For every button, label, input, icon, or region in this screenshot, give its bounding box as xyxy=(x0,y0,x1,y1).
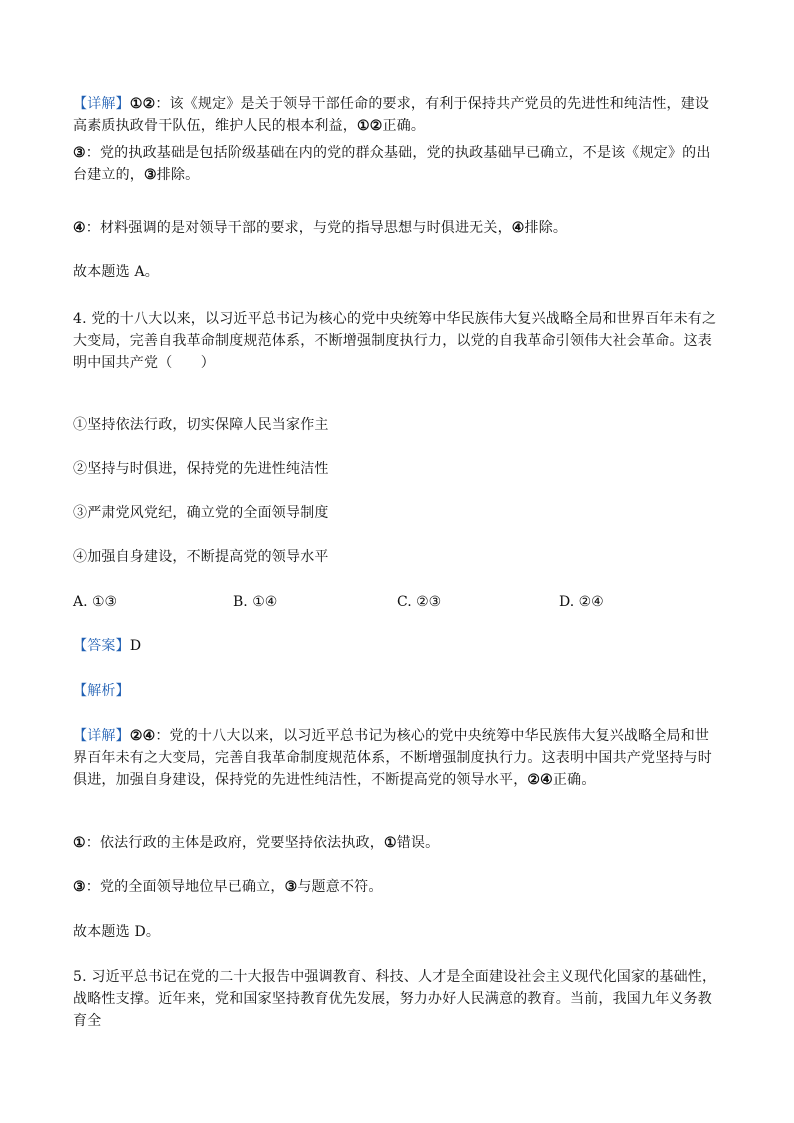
paragraph-text: ：党的执政基础是包括阶级基础在内的党的群众基础，党的执政基础早已确立，不是该《规定》的出台建立的， xyxy=(73,145,711,183)
q4-conclusion: 故本题选 D。 xyxy=(73,924,161,940)
option-ref: ① xyxy=(73,835,86,851)
detail-tag: 【详解】 xyxy=(73,96,130,112)
q5-stem: 5. 习近平总书记在党的二十大报告中强调教育、科技、人才是全面建设社会主义现代化国家的基础性，战略性支撑。近年来，党和国家坚持教育优先发展，努力办好人民满意的教育。当前，我国九年义务教育全 xyxy=(73,969,717,1029)
q4-options xyxy=(73,591,723,613)
analysis-tag: 【解析】 xyxy=(73,683,130,699)
paragraph-text: ：党的十八大以来，以习近平总书记为核心的党中央统筹中华民族伟大复兴战略全局和世界百年未有之大变局，完善自我革命制度规范体系，不断增强制度执行力。这表明中国共产党坚持与时俱进，加强自身建设，保持党的先进性纯洁性，不断提高党的领导水平， xyxy=(73,728,712,788)
option-ref: ③ xyxy=(73,145,86,161)
q4-item-3: ③严肃党风党纪，确立党的全面领导制度 xyxy=(73,505,329,521)
option-ref: ③ xyxy=(144,167,157,183)
option-ref: ①② xyxy=(357,118,383,134)
q4-item-2: ②坚持与时俱进，保持党的先进性纯洁性 xyxy=(73,461,329,477)
option-ref: ③ xyxy=(73,879,86,895)
detail-tag: 【详解】 xyxy=(73,728,130,744)
paragraph-text: 正确。 xyxy=(552,772,596,788)
option-ref: ①② xyxy=(129,96,156,112)
option-ref: ④ xyxy=(73,220,86,236)
option-ref: ②④ xyxy=(527,772,553,788)
q3-detail-paragraph-2 xyxy=(73,142,723,186)
q3-detail-paragraph-1 xyxy=(73,93,723,137)
option-b: B. ①④ xyxy=(233,594,278,610)
option-c: C. ②③ xyxy=(397,594,442,610)
option-d: D. ②④ xyxy=(559,594,604,610)
q4-detail-paragraph-3 xyxy=(73,876,723,898)
option-a: A. ①③ xyxy=(73,594,118,610)
paragraph-text: ：党的全面领导地位早已确立， xyxy=(85,879,285,895)
q4-answer xyxy=(73,635,723,657)
option-ref: ④ xyxy=(511,220,525,236)
q4-item-4: ④加强自身建设，不断提高党的领导水平 xyxy=(73,549,329,565)
option-ref: ②④ xyxy=(129,728,156,744)
q3-conclusion: 故本题选 A。 xyxy=(73,264,159,280)
option-ref: ③ xyxy=(284,879,298,895)
option-ref: ① xyxy=(383,835,397,851)
q4-detail-paragraph-1 xyxy=(73,725,723,791)
q3-detail-paragraph-3 xyxy=(73,217,723,239)
paragraph-text: ：依法行政的主体是政府，党要坚持依法执政， xyxy=(85,835,384,851)
paragraph-text: 排除。 xyxy=(524,220,568,236)
paragraph-text: 正确。 xyxy=(382,118,426,134)
q4-stem: 4. 党的十八大以来，以习近平总书记为核心的党中央统筹中华民族伟大复兴战略全局和世界百年未有之大变局，完善自我革命制度规范体系，不断增强制度执行力，以党的自我革命引领伟大社会革命。这表明中国共产党（ ） xyxy=(73,311,717,371)
q4-item-1: ①坚持依法行政，切实保障人民当家作主 xyxy=(73,417,329,433)
answer-tag: 【答案】 xyxy=(73,638,130,654)
paragraph-text: ：该《规定》是关于领导干部任命的要求，有利于保持共产党员的先进性和纯洁性，建设高素质执政骨干队伍，维护人民的根本利益， xyxy=(73,96,710,134)
paragraph-text: 排除。 xyxy=(156,167,200,183)
paragraph-text: 与题意不符。 xyxy=(297,879,383,895)
paragraph-text: ：材料强调的是对领导干部的要求，与党的指导思想与时俱进无关， xyxy=(85,220,512,236)
paragraph-text: 错误。 xyxy=(396,835,440,851)
q4-detail-paragraph-2 xyxy=(73,832,723,854)
answer-value: D xyxy=(129,638,142,654)
q4-analysis-heading xyxy=(73,680,723,702)
